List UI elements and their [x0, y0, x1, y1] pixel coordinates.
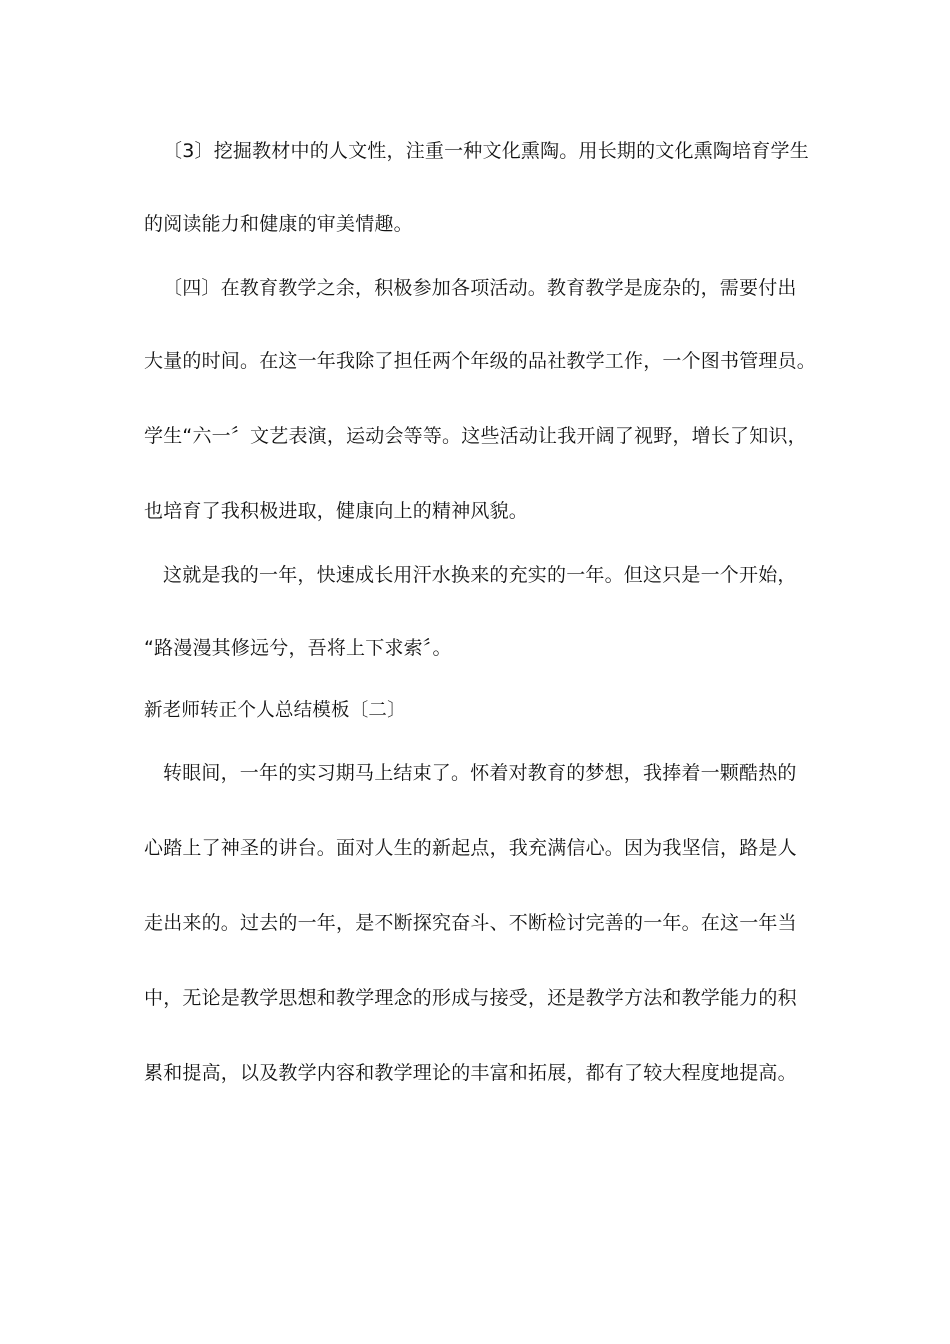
- paragraph-line: 〔3〕挖掘教材中的人文性，注重一种文化熏陶。用长期的文化熏陶培育学生: [163, 140, 809, 162]
- paragraph-line: 也培育了我积极进取，健康向上的精神风貌。: [144, 500, 529, 522]
- paragraph-line: 大量的时间。在这一年我除了担任两个年级的品社教学工作，一个图书管理员。: [144, 350, 817, 372]
- paragraph-line: 的阅读能力和健康的审美情趣。: [144, 213, 413, 235]
- paragraph-line: 心踏上了神圣的讲台。面对人生的新起点，我充满信心。因为我坚信，路是人: [144, 837, 797, 859]
- section-heading: 新老师转正个人总结模板〔二〕: [144, 700, 406, 721]
- paragraph-line: 中，无论是教学思想和教学理念的形成与接受，还是教学方法和教学能力的积: [144, 987, 797, 1009]
- paragraph-line: 〔四〕在教育教学之余，积极参加各项活动。教育教学是庞杂的，需要付出: [163, 277, 797, 299]
- paragraph-line: 学生“六一〞文艺表演，运动会等等。这些活动让我开阔了视野，增长了知识，: [144, 425, 807, 447]
- paragraph-line: “路漫漫其修远兮，吾将上下求索〞。: [144, 637, 452, 659]
- paragraph-line: 累和提高，以及教学内容和教学理论的丰富和拓展，都有了较大程度地提高。: [144, 1062, 797, 1084]
- paragraph-line: 转眼间，一年的实习期马上结束了。怀着对教育的梦想，我捧着一颗酷热的: [163, 762, 797, 784]
- paragraph-line: 走出来的。过去的一年，是不断探究奋斗、不断检讨完善的一年。在这一年当: [144, 912, 797, 934]
- paragraph-line: 这就是我的一年，快速成长用汗水换来的充实的一年。但这只是一个开始，: [163, 564, 797, 586]
